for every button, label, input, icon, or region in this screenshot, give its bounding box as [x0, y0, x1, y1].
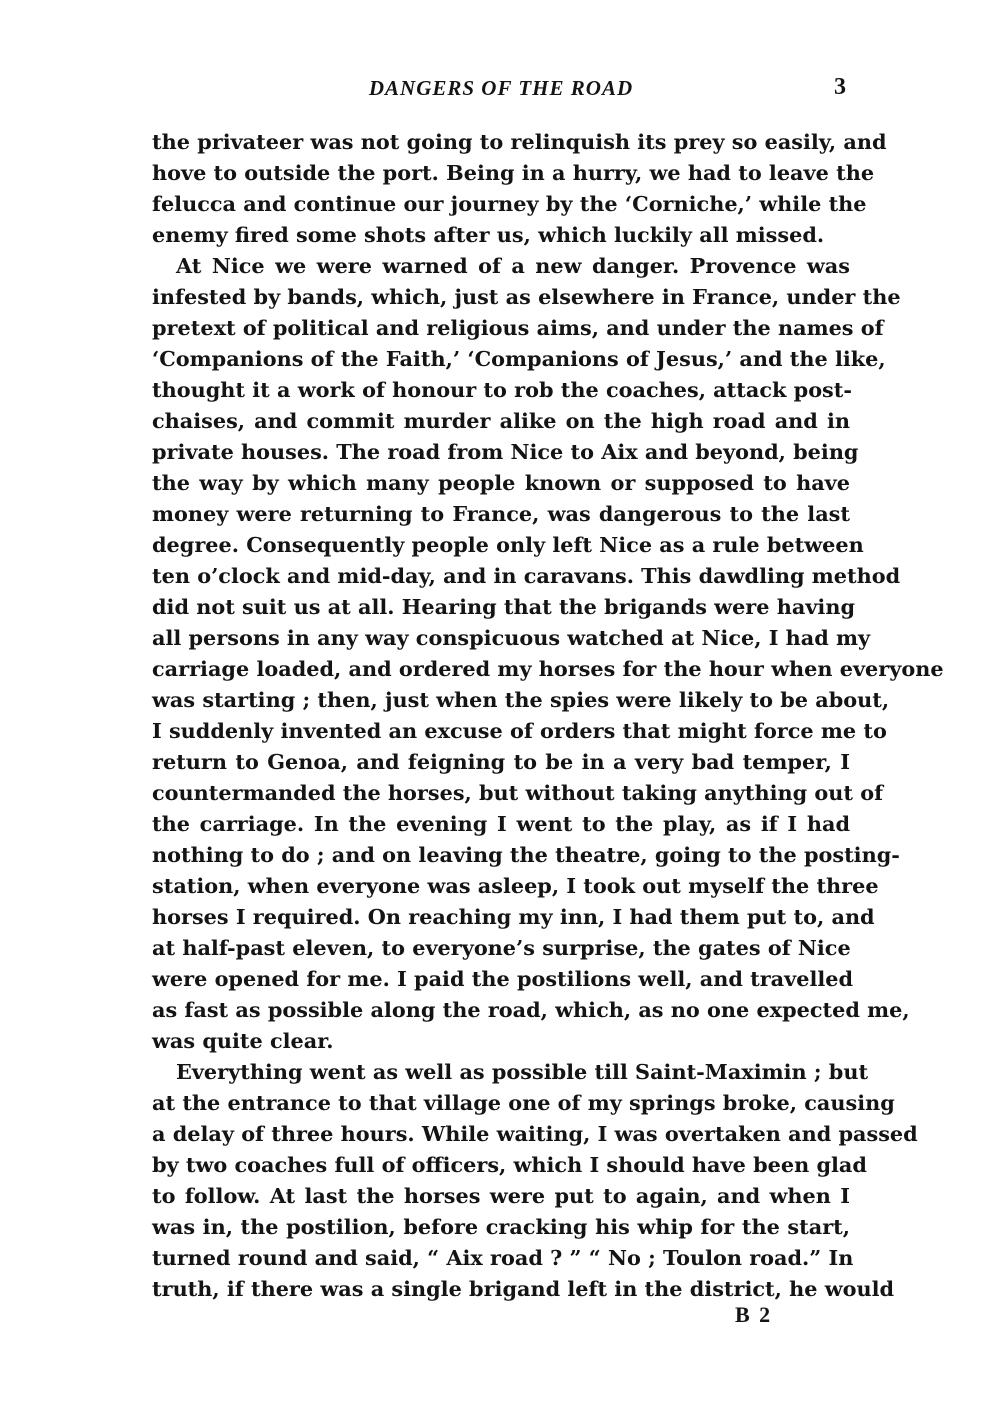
- text-line: money were returning to France, was dangerous to the last: [152, 501, 850, 526]
- text-line: at half-past eleven, to everyone’s surprise, the gates of Nice: [152, 935, 851, 960]
- text-line: At Nice we were warned of a new danger. Provence was: [176, 253, 850, 278]
- text-line: infested by bands, which, just as elsewhere in France, under the: [152, 284, 901, 309]
- running-head: [152, 74, 850, 108]
- paragraph-3: [152, 1056, 918, 1304]
- text-line: were opened for me. I paid the postilions well, and travelled: [152, 966, 854, 991]
- text-line: the carriage. In the evening I went to the play, as if I had: [152, 811, 850, 836]
- text-line: enemy fired some shots after us, which luckily all missed.: [152, 222, 825, 247]
- text-line: pretext of political and religious aims, and under the names of: [152, 315, 884, 340]
- text-line: the privateer was not going to relinquish its prey so easily, and: [152, 129, 887, 154]
- text-line: private houses. The road from Nice to Aix and beyond, being: [152, 439, 859, 464]
- paragraph-1: [152, 126, 887, 250]
- body-text: [152, 126, 944, 1304]
- text-line: all persons in any way conspicuous watched at Nice, I had my: [152, 625, 871, 650]
- text-line: to follow. At last the horses were put to again, and when I: [152, 1183, 850, 1208]
- text-line: horses I required. On reaching my inn, I had them put to, and: [152, 904, 875, 929]
- page-number: 3: [834, 74, 846, 100]
- text-line: thought it a work of honour to rob the coaches, attack post-: [152, 377, 853, 402]
- text-line: truth, if there was a single brigand left in the district, he would: [152, 1276, 895, 1301]
- book-page: [152, 74, 944, 1304]
- text-line: Everything went as well as possible till Saint-Maximin ; but: [176, 1059, 869, 1084]
- text-line: a delay of three hours. While waiting, I was overtaken and passed: [152, 1121, 918, 1146]
- signature-mark: B 2: [735, 1302, 773, 1327]
- text-line: felucca and continue our journey by the ‘Corniche,’ while the: [152, 191, 867, 216]
- text-line: nothing to do ; and on leaving the theatre, going to the posting-: [152, 842, 900, 867]
- text-line: ten o’clock and mid-day, and in caravans. This dawdling method: [152, 563, 901, 588]
- text-line: did not suit us at all. Hearing that the brigands were having: [152, 594, 855, 619]
- text-line: turned round and said, “ Aix road ? ” “ No ; Toulon road.” In: [152, 1245, 854, 1270]
- text-line: chaises, and commit murder alike on the high road and in: [152, 408, 850, 433]
- text-line: station, when everyone was asleep, I took out myself the three: [152, 873, 879, 898]
- text-line: was in, the postilion, before cracking his whip for the start,: [152, 1214, 850, 1239]
- paragraph-2: [152, 250, 944, 1056]
- text-line: was quite clear.: [152, 1028, 334, 1053]
- text-line: return to Genoa, and feigning to be in a very bad temper, I: [152, 749, 850, 774]
- text-line: at the entrance to that village one of my springs broke, causing: [152, 1090, 895, 1115]
- text-line: degree. Consequently people only left Nice as a rule between: [152, 532, 864, 557]
- text-line: the way by which many people known or supposed to have: [152, 470, 850, 495]
- text-line: was starting ; then, just when the spies were likely to be about,: [152, 687, 890, 712]
- text-line: ‘Companions of the Faith,’ ‘Companions of Jesus,’ and the like,: [152, 346, 886, 371]
- text-line: I suddenly invented an excuse of orders that might force me to: [152, 718, 887, 743]
- text-line: carriage loaded, and ordered my horses for the hour when everyone: [152, 656, 944, 681]
- text-line: hove to outside the port. Being in a hurry, we had to leave the: [152, 160, 875, 185]
- text-line: by two coaches full of officers, which I should have been glad: [152, 1152, 867, 1177]
- text-line: countermanded the horses, but without taking anything out of: [152, 780, 884, 805]
- running-head-title: DANGERS OF THE ROAD: [368, 76, 634, 100]
- text-line: as fast as possible along the road, which, as no one expected me,: [152, 997, 910, 1022]
